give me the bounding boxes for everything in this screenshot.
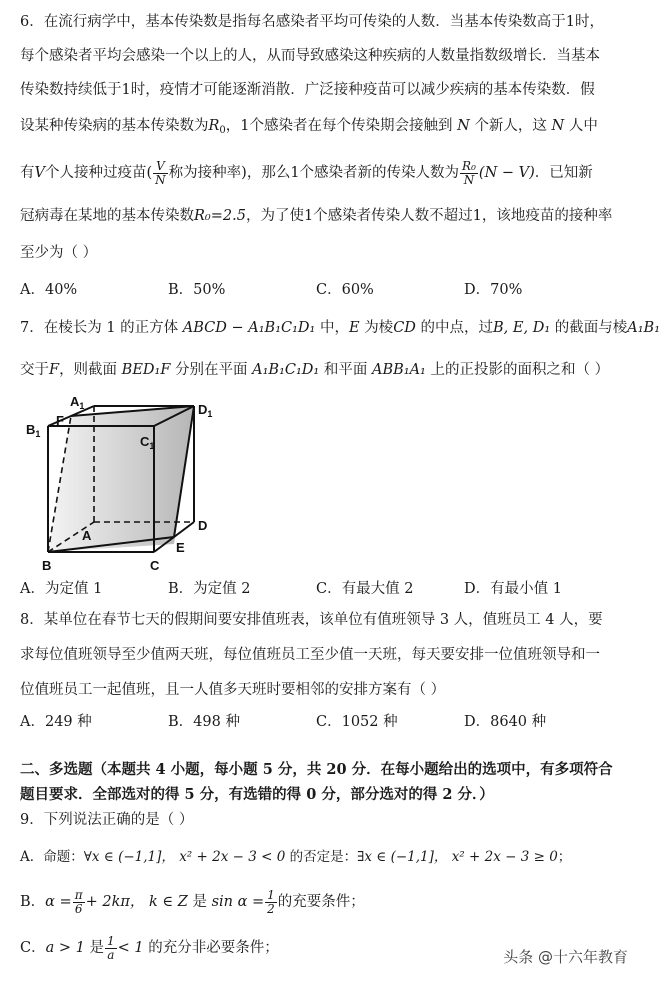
q7-line-1: 7．在棱长为 1 的正方体 ABCD − A₁B₁C₁D₁ 中，E 为棱CD 的中点，过B, E, D₁ 的截面与棱A₁B₁	[20, 320, 660, 336]
q7-line-2: 交于F，则截面 BED₁F 分别在平面 A₁B₁C₁D₁ 和平面 ABB₁A₁ 上的正投影的面积之和（ ）	[20, 362, 610, 378]
q6-line-1: 6．在流行病学中，基本传染数是指每名感染者平均可传染的人数．当基本传染数高于1时，	[20, 14, 604, 30]
q7-options	[20, 579, 620, 599]
infection-fraction: $\frac{\text{R₀}}{N}$	[462, 158, 476, 187]
pi-over-6-fraction: $\frac{\pi}{6}$	[74, 887, 83, 916]
q9-option-c[interactable]: C．a > 1 是 $\frac{1}{a}$ < 1 的充分非必要条件；	[20, 933, 279, 962]
label-d1: $D_1$	[198, 402, 213, 419]
label-b: B	[42, 558, 52, 573]
q7-option-d[interactable]: D．有最小值 1	[464, 581, 562, 597]
q8-option-d[interactable]: D．8640 种	[464, 714, 547, 730]
q8-line-2: 求每位值班领导至少值两天班，每位值班员工至少值一天班，每天要安排一位值班领导和一	[20, 647, 600, 663]
label-b1: $B_1$	[26, 422, 41, 439]
q6-line-5: 有V个人接种过疫苗( $\frac{V}{N}$ 称为接种率)，那么1个感染者新的传染人数为 $\frac{\text{R₀}}{N}$ (N − V)．已知新	[20, 158, 593, 187]
q6-option-d[interactable]: D．70%	[464, 282, 523, 298]
q8-option-a[interactable]: A．249 种	[20, 714, 92, 730]
vaccination-rate-fraction: $\frac{V}{N}$	[155, 158, 166, 187]
section-2-line-2: 题目要求．全部选对的得 5 分，有选错的得 0 分，部分选对的得 2 分．）	[20, 786, 494, 803]
q8-option-b[interactable]: B．498 种	[168, 714, 240, 730]
one-half-fraction: $\frac{1}{2}$	[267, 887, 275, 916]
q6-option-c[interactable]: C．60%	[316, 282, 374, 298]
q9-stem: 9．下列说法正确的是（ ）	[20, 812, 194, 828]
cross-section-plane	[48, 406, 194, 552]
q9-option-b[interactable]: B．α = $\frac{\pi}{6}$ + 2kπ， k ∈ Z 是 sin α = $\frac{1}{2}$ 的充要条件；	[20, 887, 365, 916]
label-a: A	[82, 528, 92, 543]
cube-figure	[24, 394, 224, 574]
q9-option-a[interactable]: A．命题：∀x ∈ (−1,1]， x² + 2x − 3 < 0 的否定是：∃x ∈ (−1,1]， x² + 2x − 3 ≥ 0；	[20, 849, 572, 865]
label-d: D	[198, 518, 208, 533]
one-over-a-fraction: $\frac{1}{a}$	[106, 933, 115, 962]
q8-option-c[interactable]: C．1052 种	[316, 714, 398, 730]
q7-option-c[interactable]: C．有最大值 2	[316, 581, 414, 597]
q6-option-a[interactable]: A．40%	[20, 282, 78, 298]
watermark: 头条 @十六年教育	[503, 948, 628, 966]
label-e: E	[176, 540, 185, 555]
q7-option-b[interactable]: B．为定值 2	[168, 581, 251, 597]
label-c1: $C_1$	[140, 434, 155, 451]
q6-line-4: 设某种传染病的基本传染数为$R_0$，1个感染者在每个传染期会接触到 N 个新人，这 N 人中	[20, 118, 598, 136]
q6-line-2: 每个感染者平均会感染一个以上的人，从而导致感染这种疾病的人数量指数级增长．当基本	[20, 48, 600, 64]
q7-option-a[interactable]: A．为定值 1	[20, 581, 103, 597]
q6-options	[20, 280, 620, 300]
q6-option-b[interactable]: B．50%	[168, 282, 226, 298]
q8-line-1: 8．某单位在春节七天的假期间要安排值班表，该单位有值班领导 3 人，值班员工 4 人，要	[20, 612, 603, 628]
label-f: F	[56, 413, 64, 428]
q6-line-7: 至少为（ ）	[20, 245, 98, 261]
q8-options	[20, 712, 620, 732]
q8-line-3: 位值班员工一起值班，且一人值多天班时要相邻的安排方案有（ ）	[20, 682, 446, 698]
q6-line-3: 传染数持续低于1时，疫情才可能逐渐消散．广泛接种疫苗可以减少疾病的基本传染数．假	[20, 82, 595, 98]
section-2-line-1: 二、多选题（本题共 4 小题，每小题 5 分，共 20 分．在每小题给出的选项中，有多项符合	[20, 761, 613, 778]
q6-line-6: 冠病毒在某地的基本传染数R₀=2.5，为了使1个感染者传染人数不超过1，该地疫苗的接种率	[20, 208, 613, 224]
label-a1: $A_1$	[70, 394, 85, 411]
label-c: C	[150, 558, 160, 573]
